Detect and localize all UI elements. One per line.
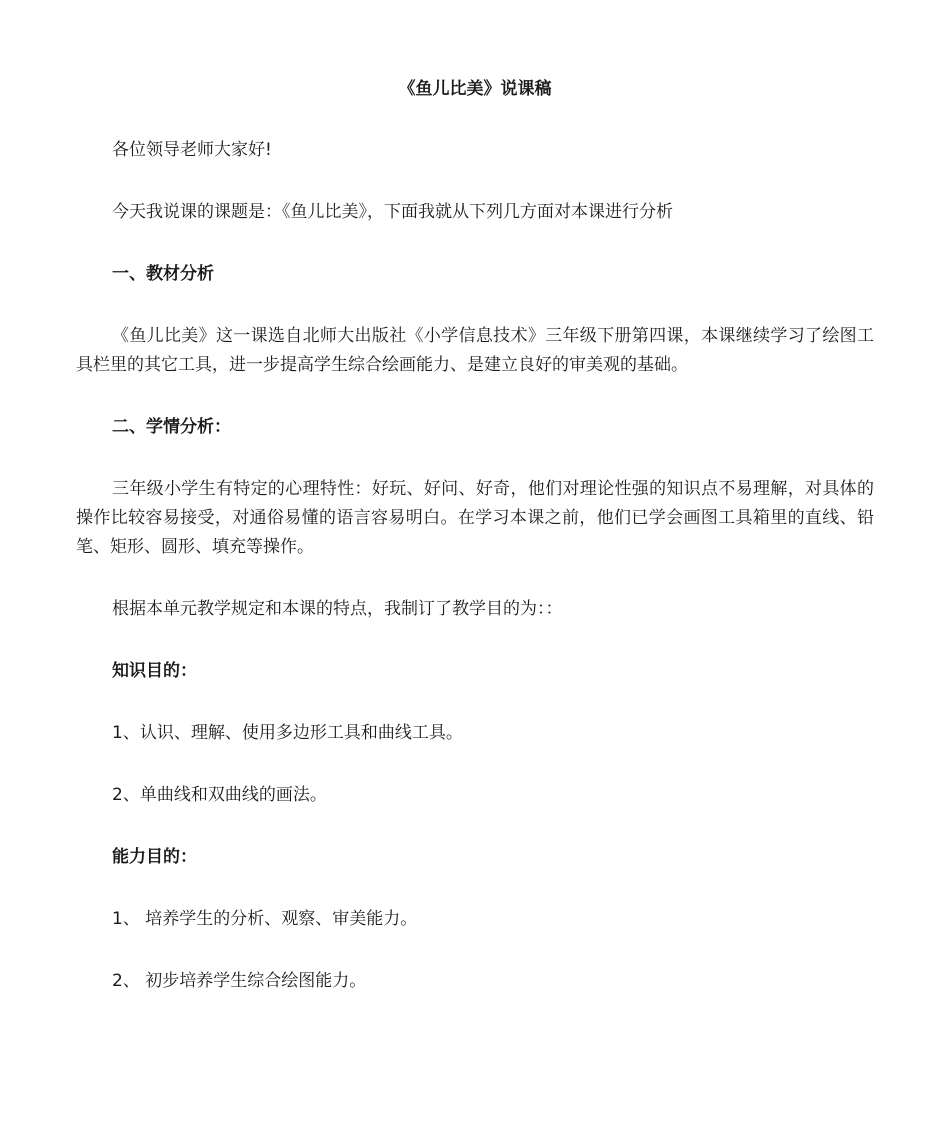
ability-goal-item: 1、 培养学生的分析、观察、审美能力。 [112,909,418,929]
greeting-paragraph: 各位领导老师大家好! [112,140,272,160]
knowledge-goal-item: 1、认识、理解、使用多边形工具和曲线工具。 [112,723,463,743]
textbook-analysis-paragraph: 《鱼儿比美》这一课选自北师大出版社《小学信息技术》三年级下册第四课，本课继续学习了绘图工具栏里的其它工具，进一步提高学生综合绘画能力、是建立良好的审美观的基础。 [76,326,874,375]
ability-goals-heading: 能力目的： [112,847,197,867]
knowledge-goals-heading: 知识目的： [112,661,197,681]
goals-intro-paragraph: 根据本单元教学规定和本课的特点，我制订了教学目的为：： [112,599,563,619]
document-title: 《鱼儿比美》说课稿 [398,79,552,99]
document-body [76,74,874,1029]
intro-paragraph: 今天我说课的课题是：《鱼儿比美》，下面我就从下列几方面对本课进行分析 [112,202,673,222]
student-analysis-paragraph: 三年级小学生有特定的心理特性：好玩、好问、好奇，他们对理论性强的知识点不易理解，对具体的操作比较容易接受，对通俗易懂的语言容易明白。在学习本课之前，他们已学会画图工具箱里的直线、铅笔、矩形、圆形、填充等操作。 [76,479,874,557]
ability-goal-item: 2、 初步培养学生综合绘图能力。 [112,971,367,991]
section-heading-textbook-analysis: 一、教材分析 [112,264,214,284]
knowledge-goal-item: 2、单曲线和双曲线的画法。 [112,785,327,805]
section-heading-student-analysis: 二、学情分析： [112,417,231,437]
